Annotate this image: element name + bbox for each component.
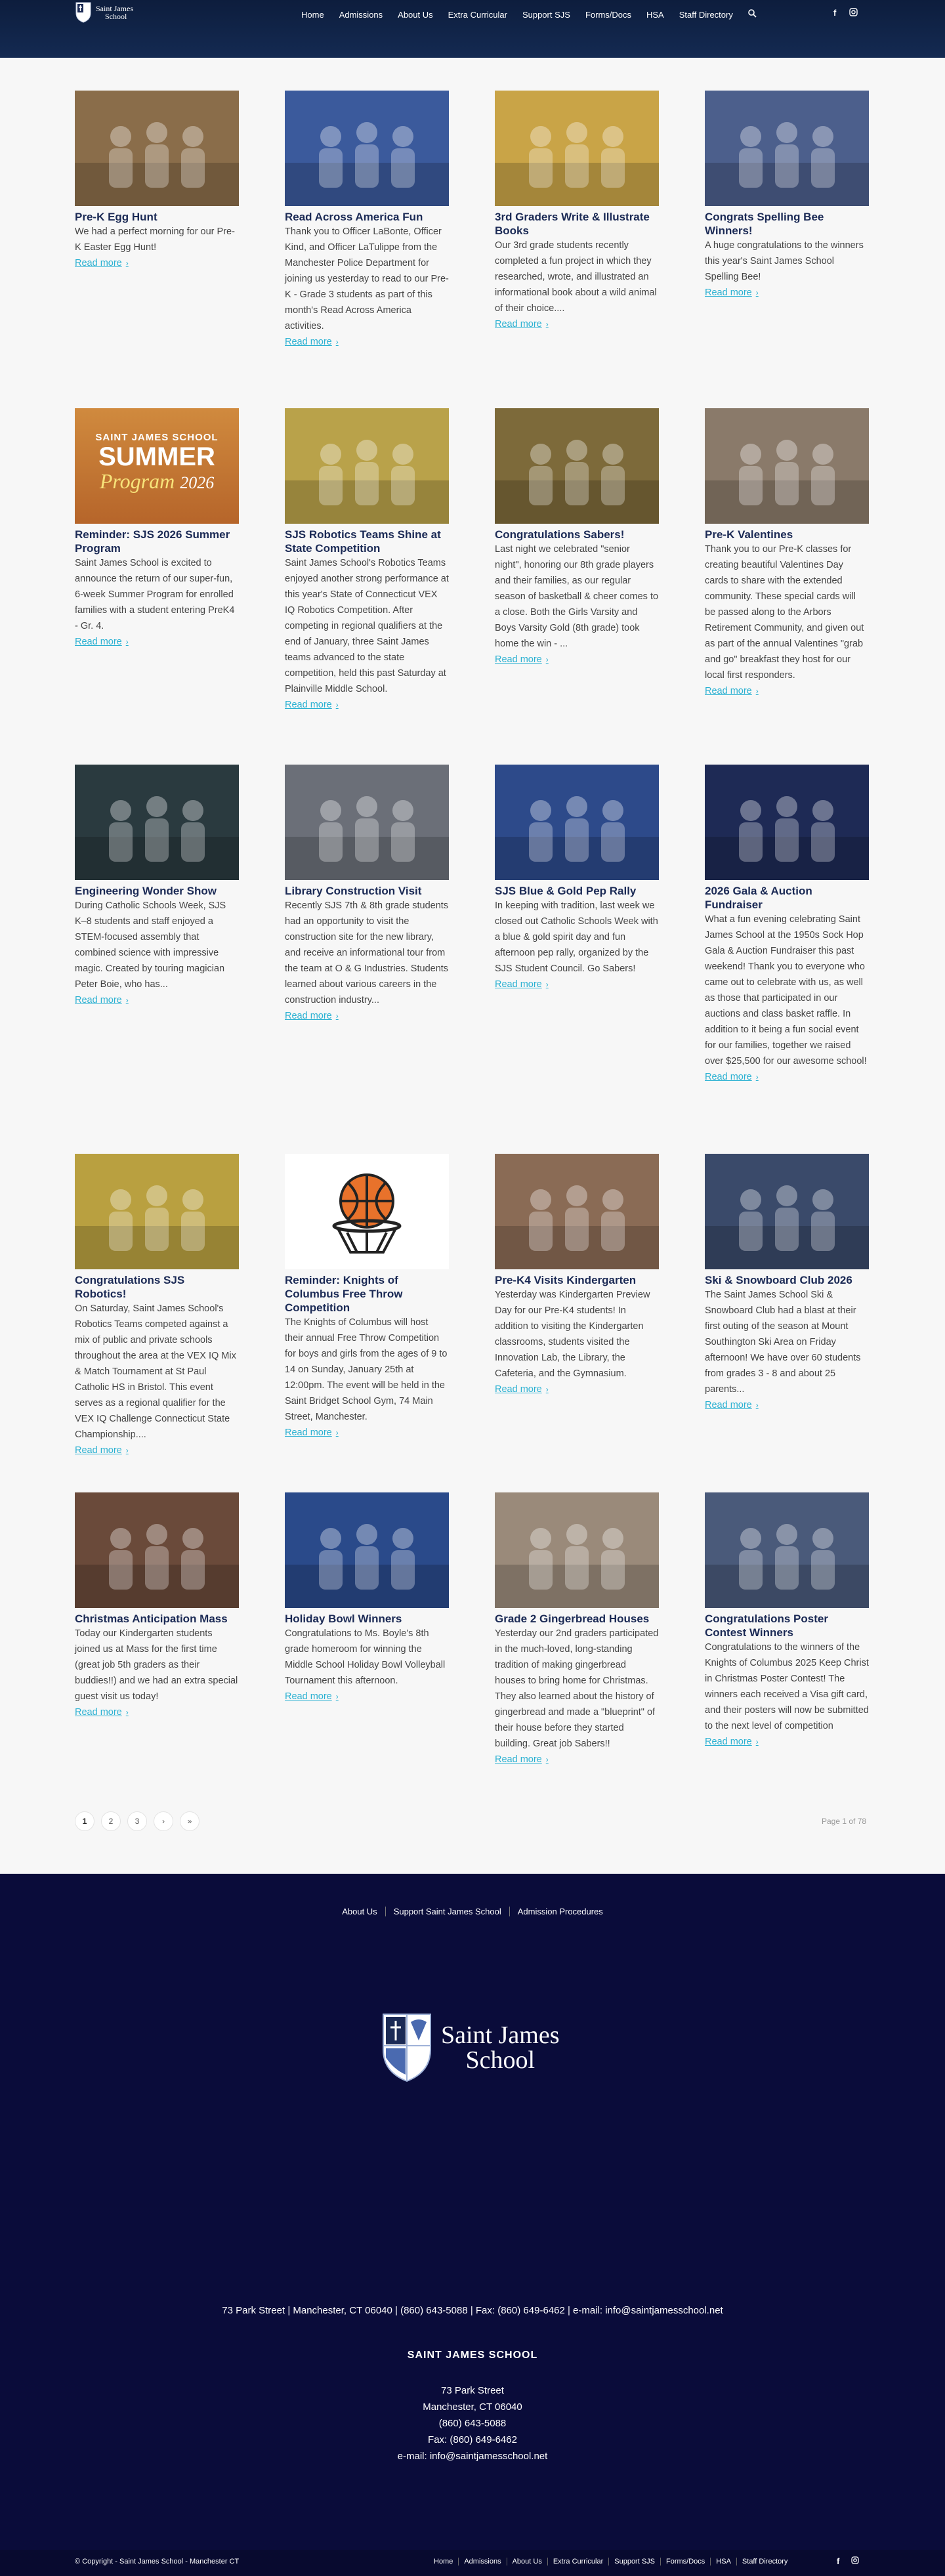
post-card	[285, 1492, 449, 1767]
post-excerpt: The Knights of Columbus will host their annual Free Throw Competition for boys and girls from the ages of 9 to 14 on Sunday, January 25th at 12:00pm. The event will be held in the Saint Bridget School Gym, 74 Main Street, Manchester.	[285, 1317, 448, 1422]
post-thumbnail[interactable]	[705, 91, 869, 206]
footer-logo-text	[441, 2023, 559, 2073]
read-more-link[interactable]	[705, 285, 759, 301]
next-page-button[interactable]: ›	[154, 1811, 173, 1831]
post-excerpt: Thank you to Officer LaBonte, Officer Kind, and Officer LaTulippe from the Manchester Police Department for joining us yesterday to read to our Pre-K - Grade 3 students as part of this month's Read Across America activities.	[285, 226, 449, 331]
footer-nav-admissions[interactable]: Admissions	[458, 2558, 506, 2565]
post-excerpt: Last night we celebrated "senior night", honoring our 8th grade players and their families, as our regular season of basketball & cheer comes to a close. Both the Girls Varsity and Boys Varsity Gold (8th grade) took home the win - ...	[495, 544, 659, 649]
contact-line: 73 Park Street | Manchester, CT 06040 | (860) 643-5088 | Fax: (860) 649-6462 | e-mail: info@saintjamesschool.net	[222, 2305, 723, 2316]
photo-placeholder	[495, 1154, 659, 1269]
summer-line1: SAINT JAMES SCHOOL	[95, 432, 219, 443]
post-title[interactable]: SJS Blue & Gold Pep Rally	[495, 885, 637, 897]
read-more-link[interactable]	[285, 334, 339, 350]
page-1-button[interactable]: 1	[75, 1811, 94, 1831]
post-card	[285, 91, 449, 408]
read-more-link[interactable]	[495, 1382, 549, 1397]
site-footer	[0, 1874, 945, 2576]
post-excerpt: A huge congratulations to the winners this year's Saint James School Spelling Bee!	[705, 240, 864, 282]
read-more-link[interactable]	[285, 1425, 339, 1441]
photo-placeholder	[75, 1492, 239, 1608]
read-more-label: Read more	[285, 1691, 332, 1702]
photo-placeholder	[705, 765, 869, 880]
read-more-link[interactable]	[495, 1752, 549, 1767]
read-more-label: Read more	[285, 700, 332, 710]
search-icon[interactable]	[748, 9, 757, 20]
post-excerpt: Saint James School's Robotics Teams enjoyed another strong performance at this year's State of Connecticut VEX IQ Robotics Competition. After competing in regional qualifiers at the end of January, three Saint James teams advanced to the state competition, held this past Saturday at Plainville Middle School.	[285, 558, 449, 694]
post-card	[75, 408, 239, 765]
read-more-link[interactable]	[705, 1069, 759, 1085]
arrow-right-icon: ›	[335, 1428, 339, 1437]
photo-placeholder	[705, 91, 869, 206]
nav-extra-curricular[interactable]: Extra Curricular	[448, 9, 507, 20]
post-card	[285, 765, 449, 1154]
read-more-label: Read more	[495, 654, 542, 665]
photo-placeholder	[285, 91, 449, 206]
post-card	[705, 1154, 869, 1492]
post-card	[75, 765, 239, 1154]
arrow-right-icon: ›	[545, 655, 549, 664]
photo-placeholder	[705, 1492, 869, 1608]
logo-text	[96, 5, 133, 20]
post-thumbnail[interactable]	[285, 408, 449, 524]
facebook-icon[interactable]: f	[837, 2556, 840, 2566]
read-more-label: Read more	[705, 287, 752, 298]
photo-placeholder	[285, 408, 449, 524]
footer-nav-hsa[interactable]: HSA	[710, 2558, 736, 2565]
read-more-label: Read more	[75, 1707, 122, 1718]
read-more-link[interactable]	[495, 977, 549, 992]
summer-graphic	[75, 408, 239, 494]
page-info: Page 1 of 78	[822, 1817, 867, 1826]
nav-about-us[interactable]: About Us	[398, 9, 433, 20]
read-more-label: Read more	[495, 1384, 542, 1395]
post-excerpt: Congratulations to the winners of the Knights of Columbus 2025 Keep Christ in Christmas Poster Contest! The winners each received a Visa gift card, and their posters will now be submitted to the next level of competition	[705, 1642, 869, 1731]
post-thumbnail[interactable]	[705, 1154, 869, 1269]
post-card	[705, 1492, 869, 1767]
instagram-icon[interactable]	[851, 2556, 859, 2566]
post-title[interactable]: Pre-K4 Visits Kindergarten	[495, 1274, 637, 1286]
footer-logo-line2: School	[465, 2046, 536, 2074]
arrow-right-icon: ›	[755, 288, 759, 297]
post-title[interactable]: SJS Robotics Teams Shine at State Competition	[285, 528, 441, 555]
photo-placeholder	[495, 91, 659, 206]
post-title[interactable]: Reminder: Knights of Columbus Free Throw Competition	[285, 1274, 403, 1314]
post-excerpt: We had a perfect morning for our Pre-K Easter Egg Hunt!	[75, 226, 235, 253]
last-page-button[interactable]: »	[180, 1811, 200, 1831]
arrow-right-icon: ›	[125, 1446, 129, 1455]
footer-nav-about-us[interactable]: About Us	[507, 2558, 547, 2565]
post-title[interactable]: Pre-K Egg Hunt	[75, 211, 158, 223]
address-phone: (860) 643-5088	[438, 2418, 507, 2429]
post-excerpt: What a fun evening celebrating Saint James School at the 1950s Sock Hop Gala & Auction Fundraiser this past weekend! Thank you to everyone who came out to celebrate with us, as well as those that participated in our auctions and class basket raffle. In addition to it being a fun social event for our families, together we raised over $25,500 for our awesome school!	[705, 914, 867, 1066]
post-excerpt: Thank you to our Pre-K classes for creating beautiful Valentines Day cards to share with the extended community. These special cards will be passed along to the Arbors Retirement Community, and given out as part of the annual Valentines "grab and go" breakfast they host for our local first responders.	[705, 544, 864, 681]
post-title[interactable]: Pre-K Valentines	[705, 528, 793, 541]
post-thumbnail[interactable]	[285, 765, 449, 880]
read-more-label: Read more	[705, 1737, 752, 1747]
post-thumbnail[interactable]	[705, 765, 869, 880]
footer-link-admission-procedures[interactable]: Admission Procedures	[509, 1907, 611, 1916]
footer-links	[0, 1907, 945, 1916]
post-excerpt: Saint James School is excited to announce the return of our super-fun, 6-week Summer Program for enrolled families with a student entering PreK4 - Gr. 4.	[75, 558, 235, 631]
footer-nav-extra-curricular[interactable]: Extra Curricular	[547, 2558, 608, 2565]
post-title[interactable]: 3rd Graders Write & Illustrate Books	[495, 211, 650, 237]
post-title[interactable]: Congratulations Sabers!	[495, 528, 625, 541]
photo-placeholder	[285, 765, 449, 880]
nav-staff-directory[interactable]: Staff Directory	[679, 9, 733, 20]
post-excerpt: Our 3rd grade students recently completed a fun project in which they researched, wrote, and illustrated an informational book about a wild animal of their choice....	[495, 240, 657, 314]
photo-placeholder	[75, 765, 239, 880]
read-more-link[interactable]	[75, 255, 129, 271]
post-excerpt: In keeping with tradition, last week we closed out Catholic Schools Week with a blue & gold spirit day and fun afternoon pep rally, organized by the SJS Student Council. Go Sabers!	[495, 900, 658, 974]
footer-logo-line1: Saint James	[441, 2021, 560, 2049]
post-card	[705, 408, 869, 765]
post-card	[495, 1154, 659, 1492]
summer-line3: Program 2026	[99, 469, 215, 493]
footer-link-about-us[interactable]: About Us	[342, 1907, 377, 1916]
instagram-icon[interactable]	[849, 8, 858, 18]
read-more-label: Read more	[495, 1754, 542, 1765]
shield-logo-icon	[381, 2012, 433, 2084]
photo-placeholder	[495, 408, 659, 524]
read-more-label: Read more	[705, 1400, 752, 1410]
post-card	[705, 765, 869, 1154]
post-thumbnail[interactable]	[75, 91, 239, 206]
arrow-right-icon: ›	[545, 980, 549, 989]
page-3-button[interactable]: 3	[127, 1811, 147, 1831]
read-more-label: Read more	[75, 258, 122, 268]
read-more-label: Read more	[495, 979, 542, 990]
post-card	[285, 408, 449, 765]
post-title[interactable]: Congratulations SJS Robotics!	[75, 1274, 185, 1300]
read-more-label: Read more	[705, 686, 752, 696]
post-excerpt: The Saint James School Ski & Snowboard Club had a blast at their first outing of the season at Mount Southington Ski Area on Friday afternoon! We have over 60 students from grades 3 - 8 and about 25 parents...	[705, 1290, 861, 1395]
post-grid	[75, 91, 870, 1767]
address-fax: Fax: (860) 649-6462	[428, 2434, 517, 2445]
logo-line1: Saint James	[96, 4, 133, 13]
nav-home[interactable]: Home	[301, 9, 324, 20]
post-thumbnail[interactable]	[495, 1492, 659, 1608]
post-thumbnail[interactable]	[285, 1492, 449, 1608]
address-city: Manchester, CT 06040	[423, 2401, 522, 2413]
nav-hsa[interactable]: HSA	[646, 9, 664, 20]
read-more-link[interactable]	[75, 1443, 129, 1458]
post-title[interactable]: Grade 2 Gingerbread Houses	[495, 1613, 650, 1625]
post-thumbnail[interactable]	[495, 408, 659, 524]
post-thumbnail[interactable]	[75, 765, 239, 880]
post-card	[75, 91, 239, 408]
address-street: 73 Park Street	[441, 2385, 504, 2396]
arrow-right-icon: ›	[125, 259, 129, 268]
arrow-right-icon: ›	[545, 1385, 549, 1394]
pagination	[75, 1811, 200, 1831]
read-more-link[interactable]	[705, 683, 759, 699]
post-excerpt: Recently SJS 7th & 8th grade students had an opportunity to visit the construction site for the new library, and receive an informational tour from the team at O & G Industries. Students learned about various careers in the construction industry...	[285, 900, 449, 1005]
arrow-right-icon: ›	[755, 1401, 759, 1410]
nav-forms-docs[interactable]: Forms/Docs	[585, 9, 631, 20]
post-title[interactable]: Ski & Snowboard Club 2026	[705, 1274, 852, 1286]
post-card	[705, 91, 869, 408]
nav-support-sjs[interactable]: Support SJS	[522, 9, 570, 20]
footer-nav-home[interactable]: Home	[434, 2558, 453, 2565]
post-title[interactable]: Engineering Wonder Show	[75, 885, 217, 897]
footer-logo[interactable]	[381, 2012, 559, 2084]
arrow-right-icon: ›	[545, 1755, 549, 1764]
read-more-link[interactable]	[75, 1704, 129, 1720]
post-title[interactable]: Congratulations Poster Contest Winners	[705, 1613, 828, 1639]
read-more-label: Read more	[75, 995, 122, 1005]
post-card	[75, 1492, 239, 1767]
read-more-link[interactable]	[75, 992, 129, 1008]
read-more-label: Read more	[285, 1011, 332, 1021]
arrow-right-icon: ›	[335, 337, 339, 347]
footer-school-name: SAINT JAMES SCHOOL	[407, 2350, 538, 2361]
post-title[interactable]: Library Construction Visit	[285, 885, 422, 897]
read-more-link[interactable]	[285, 697, 339, 713]
post-thumbnail[interactable]	[75, 1492, 239, 1608]
logo-line2: School	[105, 12, 127, 21]
post-excerpt: Yesterday was Kindergarten Preview Day for our Pre-K4 students! In addition to visiting the Kindergarten classrooms, students visited the Innovation Lab, the Library, the Cafeteria, and the Gymnasium.	[495, 1290, 650, 1379]
arrow-right-icon: ›	[125, 996, 129, 1005]
post-title[interactable]: Congrats Spelling Bee Winners!	[705, 211, 824, 237]
post-title[interactable]: Read Across America Fun	[285, 211, 423, 223]
photo-placeholder	[285, 1492, 449, 1608]
post-title[interactable]: Christmas Anticipation Mass	[75, 1613, 228, 1625]
read-more-link[interactable]	[705, 1734, 759, 1750]
arrow-right-icon: ›	[125, 637, 129, 646]
photo-placeholder	[705, 1154, 869, 1269]
main-nav	[301, 9, 772, 20]
post-thumbnail[interactable]	[75, 1154, 239, 1269]
post-excerpt: Congratulations to Ms. Boyle's 8th grade homeroom for winning the Middle School Holiday Bowl Volleyball Tournament this afternoon.	[285, 1628, 446, 1686]
arrow-right-icon: ›	[335, 700, 339, 709]
arrow-right-icon: ›	[755, 1072, 759, 1082]
read-more-link[interactable]	[705, 1397, 759, 1413]
read-more-link[interactable]	[285, 1008, 339, 1024]
photo-placeholder	[705, 408, 869, 524]
post-thumbnail[interactable]	[285, 91, 449, 206]
footer-nav-forms-docs[interactable]: Forms/Docs	[660, 2558, 710, 2565]
post-thumbnail[interactable]	[495, 1154, 659, 1269]
read-more-link[interactable]	[75, 634, 129, 650]
post-thumbnail[interactable]	[705, 1492, 869, 1608]
footer-link-support[interactable]: Support Saint James School	[385, 1907, 509, 1916]
read-more-label: Read more	[495, 319, 542, 329]
arrow-right-icon: ›	[335, 1011, 339, 1021]
facebook-icon[interactable]: f	[833, 8, 837, 18]
footer-nav-staff-directory[interactable]: Staff Directory	[736, 2558, 793, 2565]
read-more-label: Read more	[285, 337, 332, 347]
read-more-label: Read more	[285, 1427, 332, 1438]
post-thumbnail[interactable]	[705, 408, 869, 524]
post-card	[495, 408, 659, 765]
site-logo[interactable]	[75, 1, 133, 24]
post-title[interactable]: 2026 Gala & Auction Fundraiser	[705, 885, 812, 911]
photo-placeholder	[75, 91, 239, 206]
read-more-link[interactable]	[495, 652, 549, 667]
post-thumbnail[interactable]	[495, 765, 659, 880]
copyright: © Copyright - Saint James School - Manchester CT	[75, 2558, 240, 2565]
shield-logo-icon	[75, 1, 92, 24]
post-thumbnail[interactable]	[75, 408, 239, 524]
post-title[interactable]: Holiday Bowl Winners	[285, 1613, 402, 1625]
post-card	[495, 765, 659, 1154]
post-thumbnail[interactable]	[285, 1154, 449, 1269]
photo-placeholder	[495, 765, 659, 880]
post-thumbnail[interactable]	[495, 91, 659, 206]
read-more-label: Read more	[75, 637, 122, 647]
post-card	[495, 91, 659, 408]
post-card	[285, 1154, 449, 1492]
footer-address	[0, 2382, 945, 2464]
arrow-right-icon: ›	[755, 686, 759, 696]
post-excerpt: Yesterday our 2nd graders participated in the much-loved, long-standing tradition of making gingerbread houses to bring home for Christmas. They also learned about the history of gingerbread and made a "blueprint" of their house before they started building. Great job Sabers!!	[495, 1628, 659, 1749]
footer-nav	[429, 2558, 793, 2565]
read-more-link[interactable]	[495, 316, 549, 332]
header-social	[833, 8, 858, 18]
page-2-button[interactable]: 2	[101, 1811, 121, 1831]
post-title[interactable]: Reminder: SJS 2026 Summer Program	[75, 528, 230, 555]
address-email[interactable]: e-mail: info@saintjamesschool.net	[397, 2451, 548, 2462]
arrow-right-icon: ›	[125, 1708, 129, 1717]
post-excerpt: During Catholic Schools Week, SJS K–8 students and staff enjoyed a STEM-focused assembly that combined science with impressive magic. Created by touring magician Peter Boie, who has...	[75, 900, 226, 990]
arrow-right-icon: ›	[755, 1737, 759, 1746]
basketball-hoop-icon	[285, 1154, 449, 1269]
read-more-label: Read more	[705, 1072, 752, 1082]
photo-placeholder	[75, 1154, 239, 1269]
read-more-link[interactable]	[285, 1689, 339, 1704]
summer-line2: SUMMER	[98, 442, 215, 471]
footer-bottom-bar	[0, 2550, 945, 2576]
post-card	[495, 1492, 659, 1767]
post-excerpt: Today our Kindergarten students joined us at Mass for the first time (great job 5th graders as their buddies!!) and we had an extra special guest visit us today!	[75, 1628, 238, 1702]
post-excerpt: On Saturday, Saint James School's Robotics Teams competed against a mix of public and private schools throughout the area at the VEX IQ Mix & Match Tournament at St Paul Catholic HS in Bristol. This event serves as a regional qualifier for the VEX IQ Challenge Connecticut State Championship....	[75, 1303, 236, 1440]
footer-nav-support-sjs[interactable]: Support SJS	[608, 2558, 660, 2565]
site-header	[0, 0, 945, 58]
post-card	[75, 1154, 239, 1492]
nav-admissions[interactable]: Admissions	[339, 9, 383, 20]
arrow-right-icon: ›	[545, 320, 549, 329]
read-more-label: Read more	[75, 1445, 122, 1456]
arrow-right-icon: ›	[335, 1692, 339, 1701]
photo-placeholder	[495, 1492, 659, 1608]
footer-social	[837, 2556, 859, 2566]
